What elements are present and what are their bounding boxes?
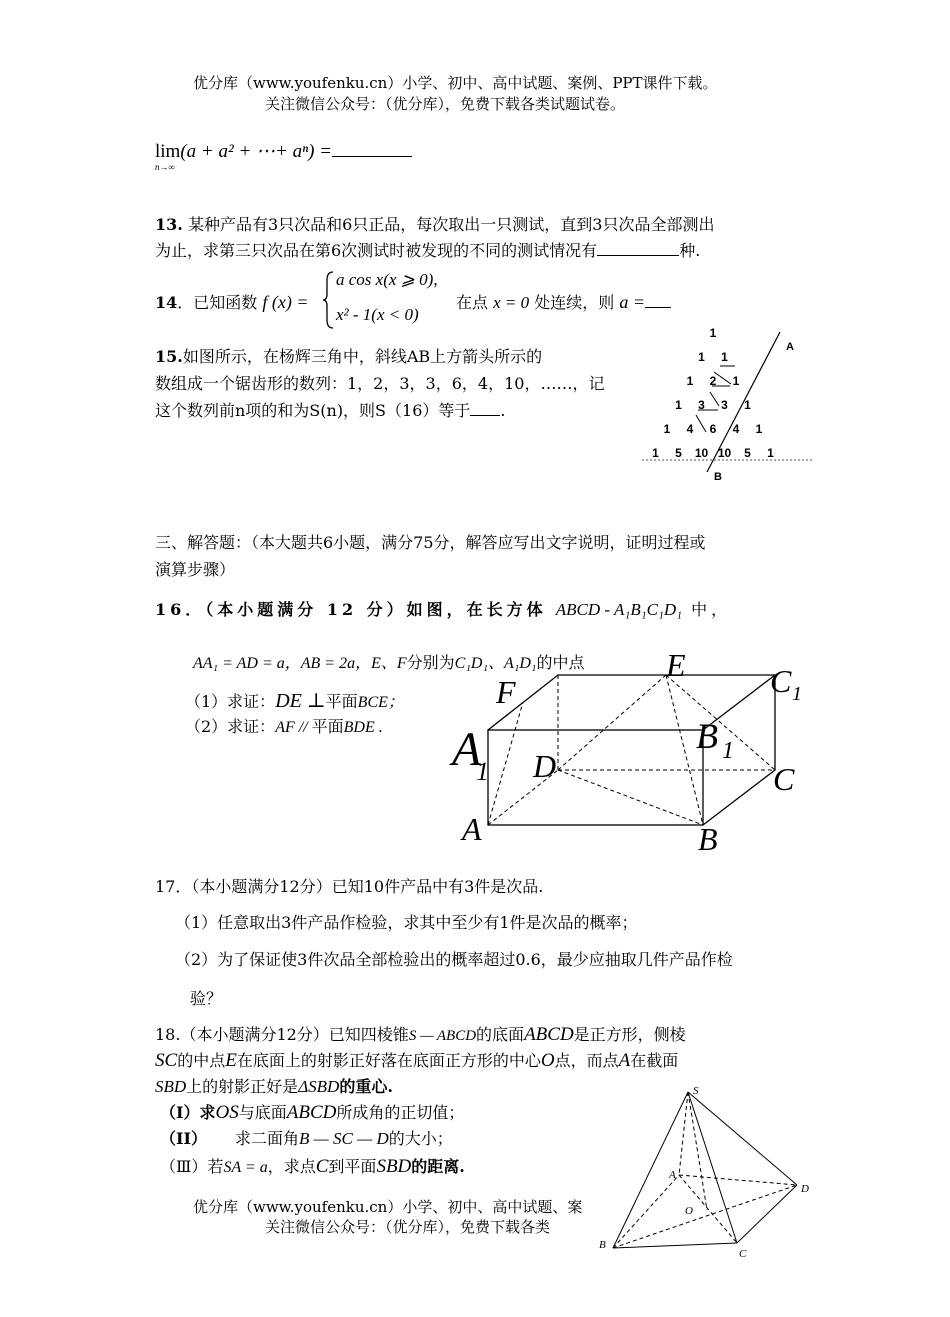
q18-p2-t1: 求二面角 [234,1129,299,1148]
q18-e: E [225,1050,237,1071]
q16-part-2 [185,714,383,737]
q18-t1: 18.（本小题满分12分）已知四棱锥 [155,1025,409,1044]
diag-bd [613,1185,797,1248]
q17-line-2: （1）任意取出3件产品作检验，求其中至少有1件是次品的概率； [175,913,638,932]
cuboid-label-f: F [496,674,516,710]
q14-suffix [456,290,671,313]
lim-expression: (a + a² + ⋯+ aⁿ) = [180,141,332,162]
triangle-number: 10 [717,446,732,460]
q18-t6: 点，而点 [554,1051,619,1070]
cuboid-label-c1-sub: 1 [792,683,802,705]
footer-line-2: 关注微信公众号：（优分库），免费下载各类 [265,1218,551,1236]
header-line-1: 优分库（www.youfenku.cn）小学、初中、高中试题、案例、PPT课件下载。 [193,74,718,92]
section3-line-1: 三、解答题：（本大题共6小题，满分75分，解答应写出文字说明，证明过程或 [155,533,706,552]
triangle-number: 1 [755,422,763,436]
q17-line-3: （2）为了保证使3件次品全部检验出的概率超过0.6，最少应抽取几件产品作检 [175,950,733,969]
q13-answer-blank [597,255,679,256]
lim-subscript: n→∞ [155,162,175,172]
q15-text-1: 如图所示，在杨辉三角中，斜线AB上方箭头所示的 [182,347,543,366]
q18-t3: 是正方形，侧棱 [573,1025,686,1044]
q16-p2-plane: 平面 [311,717,344,736]
q13-line-1 [155,212,714,235]
q18-p3-t1: ，求点 [267,1157,316,1176]
q18-p2-t2: 的大小； [388,1129,453,1148]
q17-line-4: 验？ [190,989,223,1008]
triangle-number: 5 [675,446,682,460]
q16-p2-expr: AF // [275,719,312,736]
label-a: A [786,341,794,353]
q18-t8: 上的射影正好是 [186,1077,299,1096]
cuboid-label-b: B [698,821,718,857]
arrow-2 [714,372,731,384]
q18-tri-sbd: ΔSBD [298,1077,340,1096]
cuboid-figure [440,640,810,860]
header-line-2: 关注微信公众号：（优分库），免费下载各类试题试卷。 [265,95,626,113]
q16-line-1 [155,597,731,620]
lim-word: lim [155,141,181,162]
q18-a: A [618,1050,631,1071]
cuboid-label-a1: A [452,723,482,776]
q13-line-2 [155,238,700,261]
q18-p1-os: OS [215,1102,239,1123]
q15-number: 15. [155,347,183,366]
q16-head: 16．（本小题满分 12 分）如图，在长方体 [155,600,547,619]
edge-bc [613,1243,737,1248]
edge-cd [737,1185,797,1243]
cuboid-label-a: A [462,811,482,847]
triangle-number: 10 [694,446,709,460]
q18-t9: 的重心. [339,1077,393,1096]
triangle-number: 4 [686,422,694,436]
q16-tail: 中， [691,600,732,619]
q16-box: ABCD - A₁B₁C₁D₁ [555,600,683,619]
q18-p3-sbd: SBD [376,1156,412,1177]
q13-text-3: 种. [679,241,701,260]
q18-t4: 的中点 [177,1051,226,1070]
q12-limit [155,140,412,163]
q16-p1-plane: 平面 [325,692,358,711]
q18-p1-t1: 与底面 [238,1103,287,1122]
q17-line-1: 17．（本小题满分12分）已知10件产品中有3件是次品. [155,877,544,896]
cuboid-label-e: E [666,647,686,683]
triangle-number: 1 [686,374,694,388]
q18-p1-t2: 所成角的正切值； [336,1103,465,1122]
cuboid-label-c: C [773,761,795,797]
triangle-number: 1 [709,326,717,340]
triangle-number: 3 [721,398,728,412]
q14-mid: 在点 [456,293,489,312]
q16-p2-label: （2）求证： [185,717,276,736]
pyr-label-o: O [685,1205,693,1217]
q16-p2-bde: BDE . [343,719,383,736]
q16-cond-2: 分别为 [406,653,455,672]
triangle-number: 1 [744,398,751,412]
cuboid-label-d: D [533,748,557,784]
pyr-label-d: D [801,1183,809,1195]
q14-prefix [155,290,309,313]
q18-part-2 [160,1126,453,1149]
q18-part-1 [160,1100,464,1124]
triangle-number: 1 [732,374,740,388]
triangle-number: 4 [732,422,740,436]
q18-p3-t2: 到平面 [328,1157,377,1176]
arrow-4 [710,392,719,406]
q18-sabcd: S — ABCD [408,1028,477,1044]
cuboid-front-face [488,730,703,825]
q18-p1-label: （I）求 [160,1103,216,1122]
footer-line-1: 优分库（www.youfenku.cn）小学、初中、高中试题、案 [193,1198,583,1216]
line-de [558,675,666,770]
q18-o: O [540,1050,555,1071]
q18-p3-sa: SA = a [223,1159,268,1176]
q14-text: ．已知函数 [177,293,258,312]
edge-sd [688,1092,797,1185]
q15-line-1 [155,344,542,367]
triangle-number: 1 [698,350,705,364]
cuboid-label-c1: C [770,663,792,699]
q15-text-3: 这个数列前n项的和为S(n)，则S（16）等于 [155,401,471,420]
yanghui-triangle-figure [640,322,815,492]
section3-line-2: 演算步骤） [155,560,236,579]
q16-cond-3: C₁D₁、A₁D₁ [454,655,537,672]
q16-p1-label: （1）求证： [185,692,276,711]
q18-line-2 [155,1048,678,1072]
q18-p3-t3: 的距离. [411,1157,465,1176]
q14-brace [321,270,335,330]
q14-point: x = 0 [493,293,530,312]
q14-a: a = [619,292,645,312]
q18-p3-label: （Ⅲ）若 [160,1157,224,1176]
q15-answer-blank [470,415,500,416]
triangle-number: 1 [721,350,728,364]
q14-number: 14 [155,293,178,312]
line-ec [666,675,775,770]
q14-post: 处连续，则 [534,293,615,312]
q16-cond-4: 的中点 [536,653,585,672]
edge-ad [679,1175,797,1185]
q15-line-3 [155,398,505,421]
q16-p1-bce: BCE； [357,694,404,711]
q14-answer-blank [645,307,671,308]
pyr-label-s: S [693,1085,699,1097]
triangle-number: 2 [709,374,717,388]
pyramid-figure [595,1080,820,1265]
q18-t7: 在截面 [630,1051,679,1070]
q18-t2: 的底面 [476,1025,525,1044]
label-b: B [714,471,722,483]
q18-part-3 [160,1154,465,1178]
q13-number: 13. [155,215,183,234]
edge-sc [688,1092,737,1243]
edge-sb [613,1092,688,1248]
cuboid-label-b1-sub: 1 [722,738,734,764]
q14-case-1: a cos x(x ⩾ 0), [336,270,438,289]
triangle-number: 1 [652,446,659,460]
q18-p3-c: C [315,1156,329,1177]
q18-sc: SC [155,1050,178,1071]
line-db [558,770,703,825]
q18-line-1 [155,1022,686,1046]
q16-part-1 [185,688,404,713]
arrow-6 [696,415,706,432]
triangle-number: 5 [744,446,751,460]
q18-p1-abcd: ABCD [286,1102,337,1123]
q18-p2-label: （II） [160,1129,207,1148]
q14-fx: f (x) = [262,292,309,312]
pyr-label-a: A [669,1169,676,1181]
q18-t5: 在底面上的射影正好落在底面正方形的中心 [236,1051,541,1070]
triangle-number: 3 [698,398,705,412]
line-af [488,702,523,825]
q15-dot: . [500,401,506,420]
q13-text-1: 某种产品有3只次品和6只正品，每次取出一只测试，直到3只次品全部测出 [187,215,715,234]
q15-line-2: 数组成一个锯齿形的数列：1，2，3，3，6，4，10，……，记 [155,374,605,393]
q14-case-2: x² - 1(x < 0) [336,305,419,324]
q18-sbd: SBD [155,1077,187,1096]
triangle-number: 1 [675,398,682,412]
line-so [688,1092,707,1210]
cuboid-label-a1-sub: 1 [476,757,489,786]
edge-sa [679,1092,688,1175]
q18-line-3 [155,1074,393,1097]
pyr-label-b: B [599,1239,606,1251]
edge-ba [613,1175,679,1248]
q18-p2-angle: B — SC — D [299,1129,389,1148]
q12-answer-blank [332,156,412,157]
q18-abcd: ABCD [524,1024,574,1045]
triangle-number: 1 [767,446,774,460]
q16-p1-expr: DE ⊥ [275,690,326,712]
cuboid-label-b1: B [696,716,718,756]
triangle-number: 1 [663,422,671,436]
triangle-number: 6 [709,422,717,436]
pyr-label-c: C [739,1248,747,1260]
q13-text-2: 为止，求第三只次品在第6次测试时被发现的不同的测试情况有 [155,241,598,260]
q16-cond-1: AA₁ = AD = a，AB = 2a，E、F [193,655,407,672]
